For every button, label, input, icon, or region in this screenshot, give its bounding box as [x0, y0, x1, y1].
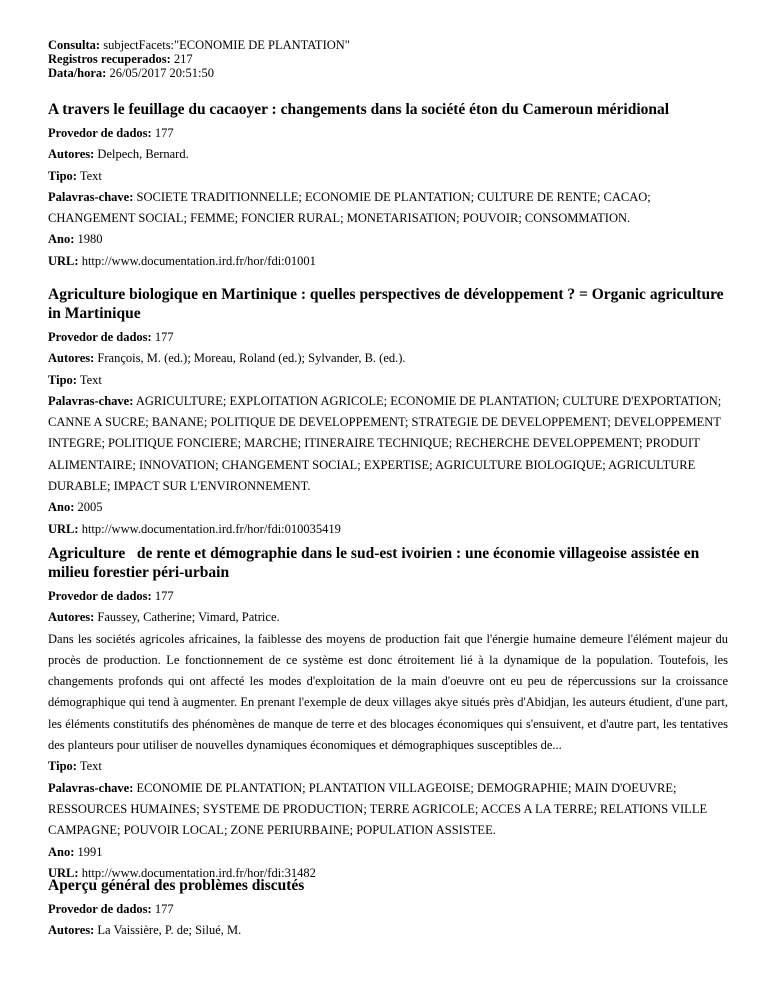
record-title: Agriculture de rente et démographie dans le sud-est ivoirien : une économie villageoise assistée en milieu forestier péri-urbain: [48, 545, 704, 581]
field-label: Autores:: [48, 147, 95, 162]
field-value: Text: [79, 372, 102, 387]
field-label: Autores:: [48, 610, 95, 625]
records-count-label: Registros recuperados:: [48, 52, 171, 66]
record: [48, 876, 728, 942]
field-value: Delpech, Bernard.: [97, 147, 189, 162]
field-label: URL:: [48, 521, 79, 536]
record-url-link[interactable]: http://www.documentation.ird.fr/hor/fdi:010035419: [81, 521, 341, 536]
field-label: Ano:: [48, 232, 75, 247]
field-value: 177: [154, 126, 174, 140]
field-value: 1991: [77, 844, 103, 859]
field-label: Ano:: [48, 844, 75, 859]
search-results-page: [48, 38, 728, 938]
record-keywords: [48, 187, 728, 230]
records-count-value: 217: [173, 52, 193, 66]
datetime-label: Data/hora:: [48, 66, 107, 80]
field-value: 2005: [77, 500, 103, 515]
query-value: subjectFacets:"ECONOMIE DE PLANTATION": [103, 38, 350, 52]
record-abstract: Dans les sociétés agricoles africaines, la faiblesse des moyens de production fait que l'énergie humaine demeure l'élément majeur du procès de production. Le fonctionnement de ce système est donc étroitement lié à la dynamique de la population. Toutefois, les changements profonds qui ont affecté les modes d'exploitation de la main d'oeuvre ont eu peu de répercussions sur la croissance démographique qui tend à augmenter. En prenant l'exemple de deux villages akye situés près d'Abidjan, les auteurs étudient, d'une part, les éléments constitutifs des phénomènes de manque de terre et des blocages économiques qui s'ensuivent, et d'autre part, les tentatives des planteurs pour utiliser de nouvelles dynamiques économiques et démographiques susceptibles de...: [48, 631, 728, 753]
record-keywords: [48, 391, 728, 497]
field-label: Provedor de dados:: [48, 589, 152, 603]
field-label: Autores:: [48, 351, 95, 366]
record-provider: [48, 899, 728, 920]
record: [48, 285, 728, 540]
field-label: Autores:: [48, 923, 95, 938]
field-label: Provedor de dados:: [48, 126, 152, 140]
field-label: Tipo:: [48, 168, 77, 183]
field-label: Ano:: [48, 500, 75, 515]
field-label: URL:: [48, 865, 79, 880]
record-url[interactable]: [48, 251, 728, 272]
field-value: 1980: [77, 232, 103, 247]
record-authors: [48, 144, 728, 165]
record-authors: [48, 348, 728, 369]
query-label: Consulta:: [48, 38, 101, 52]
field-value: 177: [154, 902, 174, 916]
field-value: La Vaissière, P. de; Silué, M.: [97, 923, 242, 938]
field-label: Palavras-chave:: [48, 780, 134, 795]
record-type: [48, 370, 728, 391]
datetime-line: [48, 66, 728, 80]
field-label: URL:: [48, 253, 79, 268]
field-value: 177: [154, 589, 174, 603]
field-label: Palavras-chave:: [48, 393, 134, 408]
record-provider: [48, 586, 728, 607]
record-url[interactable]: [48, 519, 728, 540]
record: [48, 100, 728, 272]
record-provider: [48, 327, 728, 348]
field-label: Tipo:: [48, 759, 77, 774]
record-year: [48, 229, 728, 250]
field-value: Faussey, Catherine; Vimard, Patrice.: [97, 610, 280, 625]
field-value: 177: [154, 330, 174, 344]
record-keywords: [48, 778, 728, 842]
query-line: [48, 38, 728, 52]
field-value: François, M. (ed.); Moreau, Roland (ed.); Sylvander, B. (ed.).: [97, 351, 406, 366]
field-value: AGRICULTURE; EXPLOITATION AGRICOLE; ECONOMIE DE PLANTATION; CULTURE D'EXPORTATION; CANNE A SUCRE; BANANE; POLITIQUE DE DEVELOPPEMENT; STRATEGIE DE DEVELOPPEMENT; DEVELOPPEMENT INTEGRE; POLITIQUE FONCIERE; MARCHE; ITINERAIRE TECHNIQUE; RECHERCHE DEVELOPPEMENT; PRODUIT ALIMENTAIRE; INNOVATION; CHANGEMENT SOCIAL; EXPERTISE; AGRICULTURE BIOLOGIQUE; AGRICULTURE DURABLE; IMPACT SUR L'ENVIRONNEMENT.: [48, 393, 722, 494]
record-type: [48, 166, 728, 187]
field-value: ECONOMIE DE PLANTATION; PLANTATION VILLAGEOISE; DEMOGRAPHIE; MAIN D'OEUVRE; RESSOURCES HUMAINES; SYSTEME DE PRODUCTION; TERRE AGRICOLE; ACCES A LA TERRE; RELATIONS VILLE CAMPAGNE; POUVOIR LOCAL; ZONE PERIURBAINE; POPULATION ASSISTEE.: [48, 780, 708, 838]
datetime-value: 26/05/2017 20:51:50: [109, 66, 214, 80]
query-info: [48, 38, 728, 80]
field-value: Text: [79, 759, 102, 774]
record-authors: [48, 607, 728, 628]
field-label: Provedor de dados:: [48, 330, 152, 344]
field-value: Text: [79, 168, 102, 183]
record-title: A travers le feuillage du cacaoyer : changements dans la société éton du Cameroun méridional: [48, 101, 670, 118]
record-title: Aperçu général des problèmes discutés: [48, 877, 305, 894]
record-year: [48, 842, 728, 863]
field-label: Palavras-chave:: [48, 189, 134, 204]
record: [48, 544, 728, 884]
record-type: [48, 756, 728, 777]
records-count-line: [48, 52, 728, 66]
record-year: [48, 497, 728, 518]
record-title: Agriculture biologique en Martinique : quelles perspectives de développement ? = Organic agriculture in Martinique: [48, 286, 724, 322]
field-value: SOCIETE TRADITIONNELLE; ECONOMIE DE PLANTATION; CULTURE DE RENTE; CACAO; CHANGEMENT SOCIAL; FEMME; FONCIER RURAL; MONETARISATION; POUVOIR; CONSOMMATION.: [48, 189, 651, 226]
record-authors: [48, 920, 728, 941]
record-provider: [48, 123, 728, 144]
record-url-link[interactable]: http://www.documentation.ird.fr/hor/fdi:01001: [81, 253, 316, 268]
field-label: Provedor de dados:: [48, 902, 152, 916]
record-url-link[interactable]: http://www.documentation.ird.fr/hor/fdi:31482: [81, 865, 316, 880]
field-label: Tipo:: [48, 372, 77, 387]
